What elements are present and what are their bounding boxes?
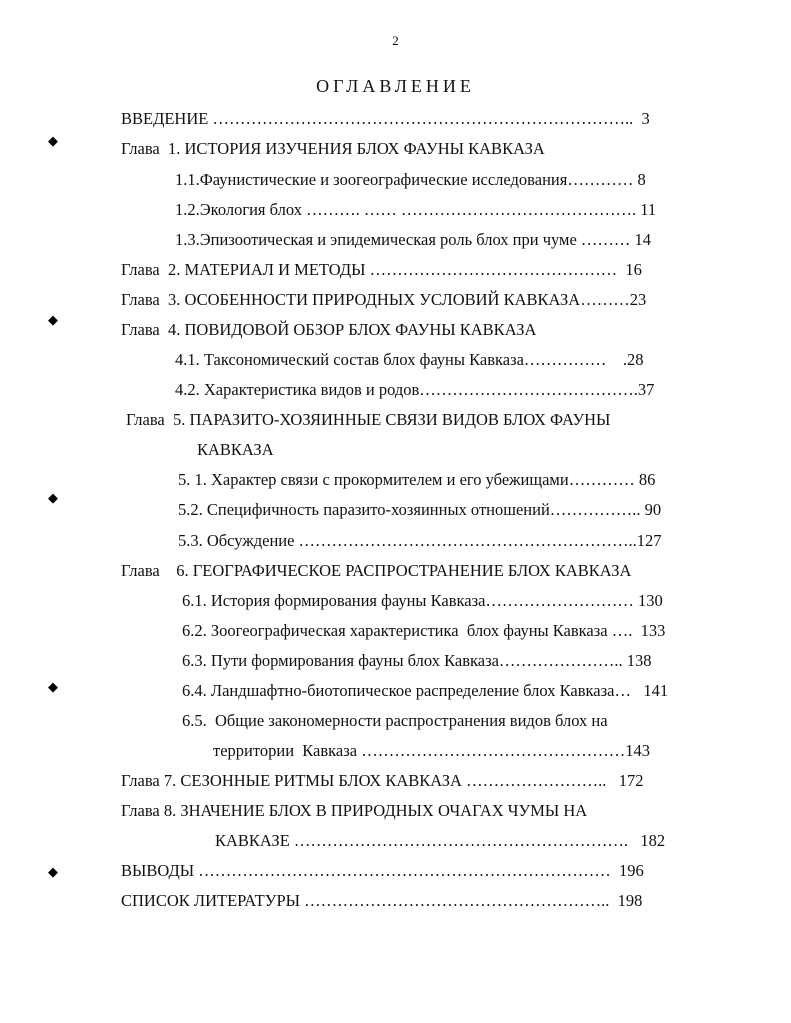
toc-section-1-3: 1.3.Эпизоотическая и эпидемическая роль блох при чуме ……… 14 [175,230,652,249]
toc-chapter-3: Глава 3. ОСОБЕННОСТИ ПРИРОДНЫХ УСЛОВИЙ КАВКАЗА………23 [121,290,647,309]
toc-section-5-1: 5. 1. Характер связи с прокормителем и его убежищами………… 86 [178,470,656,489]
toc-section-5-3: 5.3. Обсуждение ……………………………………………………..127 [178,531,662,550]
scan-mark-icon: ◆ [48,490,58,505]
toc-section-4-2: 4.2. Характеристика видов и родов………………………………….37 [175,380,655,399]
toc-chapter-8-cont: КАВКАЗЕ ……………………………………………………. 182 [215,831,666,850]
toc-section-6-5: 6.5. Общие закономерности распространения видов блох на [182,711,608,730]
toc-entry-intro: ВВЕДЕНИЕ ………………………………………………………………….. 3 [121,109,650,128]
toc-chapter-1: Глава 1. ИСТОРИЯ ИЗУЧЕНИЯ БЛОХ ФАУНЫ КАВКАЗА [121,139,545,158]
toc-section-4-1: 4.1. Таксономический состав блох фауны Кавказа…………… .28 [175,350,644,369]
scan-mark-icon: ◆ [48,679,58,694]
toc-chapter-5-cont: КАВКАЗА [197,440,274,459]
toc-section-6-2: 6.2. Зоогеографическая характеристика блох фауны Кавказа …. 133 [182,621,666,640]
toc-chapter-7: Глава 7. СЕЗОННЫЕ РИТМЫ БЛОХ КАВКАЗА …………………….. 172 [121,771,644,790]
toc-section-6-5-cont: территории Кавказа …………………………………………143 [213,741,650,760]
toc-section-5-2: 5.2. Специфичность паразито-хозяинных отношений…………….. 90 [178,500,662,519]
page-title: ОГЛАВЛЕНИЕ [316,76,475,96]
page-number: 2 [392,33,399,48]
scan-mark-icon: ◆ [48,312,58,327]
scan-mark-icon: ◆ [48,864,58,879]
toc-chapter-5: Глава 5. ПАРАЗИТО-ХОЗЯИННЫЕ СВЯЗИ ВИДОВ БЛОХ ФАУНЫ [126,410,611,429]
toc-section-6-1: 6.1. История формирования фауны Кавказа……………………… 130 [182,591,663,610]
toc-section-6-3: 6.3. Пути формирования фауны блох Кавказа………………….. 138 [182,651,652,670]
toc-section-1-2: 1.2.Экология блох ………. …… ……………………………………. 11 [175,200,657,219]
toc-chapter-6: Глава 6. ГЕОГРАФИЧЕСКОЕ РАСПРОСТРАНЕНИЕ БЛОХ КАВКАЗА [121,561,632,580]
toc-section-1-1: 1.1.Фаунистические и зоогеографические исследования………… 8 [175,170,646,189]
toc-references: СПИСОК ЛИТЕРАТУРЫ ……………………………………………….. 198 [121,891,643,910]
toc-chapter-8: Глава 8. ЗНАЧЕНИЕ БЛОХ В ПРИРОДНЫХ ОЧАГАХ ЧУМЫ НА [121,801,588,820]
toc-section-6-4: 6.4. Ландшафтно-биотопическое распределение блох Кавказа… 141 [182,681,669,700]
toc-chapter-4: Глава 4. ПОВИДОВОЙ ОБЗОР БЛОХ ФАУНЫ КАВКАЗА [121,320,537,339]
scan-mark-icon: ◆ [48,133,58,148]
toc-conclusions: ВЫВОДЫ ………………………………………………………………… 196 [121,861,644,880]
toc-chapter-2: Глава 2. МАТЕРИАЛ И МЕТОДЫ ……………………………………… 16 [121,260,642,279]
